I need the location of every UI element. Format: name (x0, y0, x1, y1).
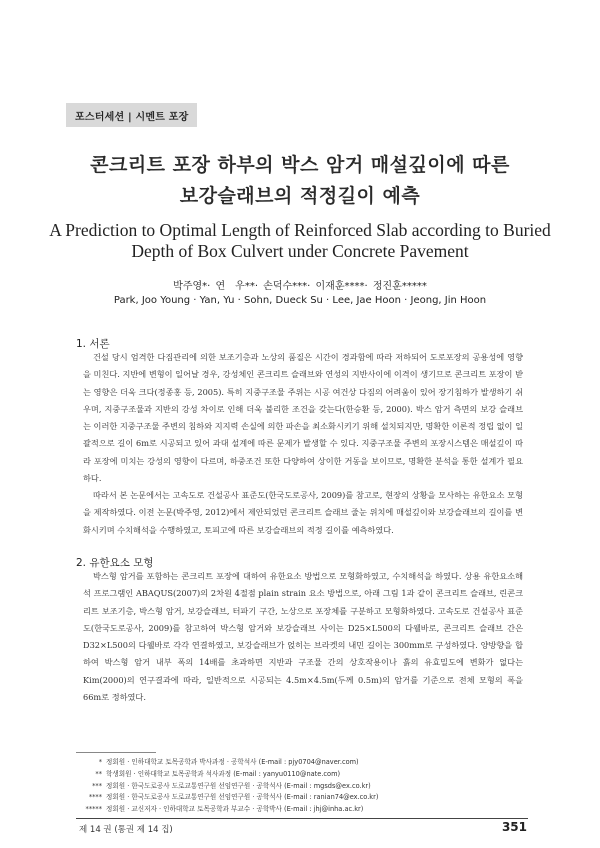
footnote-item (80, 757, 378, 769)
footnote-item (80, 804, 378, 816)
footnote-item (80, 781, 378, 793)
section-heading-fem-model: 2. 유한요소 모형 (76, 557, 154, 569)
title-korean-line-2: 보강슬래브의 적정길이 예측 (179, 185, 421, 207)
footnote-text: 정회원 · 한국도로공사 도로교통연구원 선임연구원 · 공학석사 (E-mail : mgsds@ex.co.kr) (106, 781, 371, 790)
footnote-text: 학생회원 · 인하대학교 토목공학과 석사과정 (E-mail : yanyu0110@nate.com) (106, 769, 341, 778)
intro-paragraph-1: 건설 당시 엄격한 다짐관리에 의한 보조기층과 노상의 품질은 시간이 경과함에 따라 저하되어 도로포장의 공용성에 영향을 미친다. 지반에 변형이 일어날 경우, 강성체인 콘크리트 슬래브와 연성의 지반사이에 이격이 생기므로 콘크리트 포장이 받는 영향은 더욱 크다(정종홍 등, 2005). 특히 지중구조물 주위는 시공 여건상 다짐의 어려움이 있어 장기침하가 발생하기 쉬우며, 지중구조물과 지반의 강성 차이로 인해 더욱 불리한 조건을 갖는다(한승환 등, 2000). 박스 암거 측면의 보강 슬래브는 이러한 지중구조물 주변의 침하와 지지력 손실에 의한 파손을 최소화시키기 위해 설치되지만, 명확한 이론적 정립 없이 일괄적으로 길이 6m로 시공되고 있어 과대 설계에 따른 문제가 발생할 수 있다. 지중구조물 주변의 포장시스템은 매설깊이 따라 포장에 미치는 강성의 영향이 다르며, 하중조건 또한 다양하여 상이한 거동을 보이므로, 명확한 분석을 통한 설계가 필요하다. (83, 352, 523, 484)
authors-korean: 박주영*· 연 우**· 손덕수***· 이재훈****· 정진훈***** (173, 281, 427, 292)
footer-divider (76, 818, 528, 819)
section-heading-introduction: 1. 서론 (76, 338, 110, 350)
title-english-line-2: Depth of Box Culvert under Concrete Pavement (131, 241, 469, 261)
footer-volume: 제 14 권 (통권 제 14 집) (79, 825, 173, 835)
authors-english: Park, Joo Young · Yan, Yu · Sohn, Dueck Su · Lee, Jae Hoon · Jeong, Jin Hoon (113, 295, 487, 306)
page-number: 351 (501, 820, 527, 834)
footnote-item (80, 769, 378, 781)
footnote-text: 정회원 · 한국도로공사 도로교통연구원 선임연구원 · 공학석사 (E-mail : ranian74@ex.co.kr) (106, 793, 379, 802)
fem-paragraph-1: 박스형 암거를 포함하는 콘크리트 포장에 대하여 유한요소 방법으로 모형화하였고, 수치해석을 하였다. 상용 유한요소해석 프로그램인 ABAQUS(2007)의 2차원 4절점 plain strain 요소 방법으로, 아래 그림 1과 같이 콘크리트 슬래브, 린콘크리트 보조기층, 박스형 암거, 보강슬래브, 터파기 구간, 노상으로 포장체를 구분하고 모형화하였다. 고속도로 건설공사 표준도(한국도로공사, 2009)를 참고하여 박스형 암거와 보강슬래브 사이는 D25×L500의 다웰바로, 콘크리트 슬래브 간은 D32×L500의 다웰바로 각각 연결하였고, 보강슬래브가 얹히는 브라켓의 내민 길이는 300mm로 구성하였다. 양방향을 합하여 박스형 암거 내부 폭의 14배를 초과하면 지반과 구조물 간의 상호작용이나 흙의 유효밀도에 변화가 없다는 Kim(2000)의 연구결과에 따라, 일반적으로 시공되는 4.5m×4.5m(두께 0.5m)의 암거를 기준으로 전체 모형의 폭을 66m로 정하였다. (83, 571, 523, 703)
footnote-mark: * (98, 758, 102, 766)
footnotes (80, 757, 378, 816)
intro-paragraph-2: 따라서 본 논문에서는 고속도로 건설공사 표준도(한국도로공사, 2009)를 참고로, 현장의 상황을 모사하는 유한요소 모형을 제작하였다. 이전 논문(박주영, 2012)에서 제안되었던 콘크리트 슬래브 줄눈 위치에 매설깊이와 보강슬래브의 길이를 변화시키며 수치해석을 수행하였고, 토피고에 따른 보강슬래브의 적정 길이를 예측하였다. (83, 490, 523, 535)
footnote-divider (76, 752, 156, 753)
section-tag: 포스터세션 | 시멘트 포장 (66, 103, 197, 127)
footnote-mark: *** (92, 781, 102, 790)
footnote-text: 정회원 · 교신저자 · 인하대학교 토목공학과 부교수 · 공학박사 (E-mail : jhj@inha.ac.kr) (106, 805, 364, 814)
title-english-line-1: A Prediction to Optimal Length of Reinforced Slab according to Buried (49, 220, 551, 240)
title-korean-line-1: 콘크리트 포장 하부의 박스 암거 매설깊이에 따른 (90, 154, 510, 176)
footnote-mark: ** (95, 769, 102, 778)
footnote-mark: ***** (85, 805, 102, 814)
footnote-text: 정회원 · 인하대학교 토목공학과 박사과정 · 공학석사 (E-mail : pjy0704@naver.com) (106, 758, 359, 766)
footnote-item (80, 792, 378, 804)
footnote-mark: **** (88, 793, 102, 802)
